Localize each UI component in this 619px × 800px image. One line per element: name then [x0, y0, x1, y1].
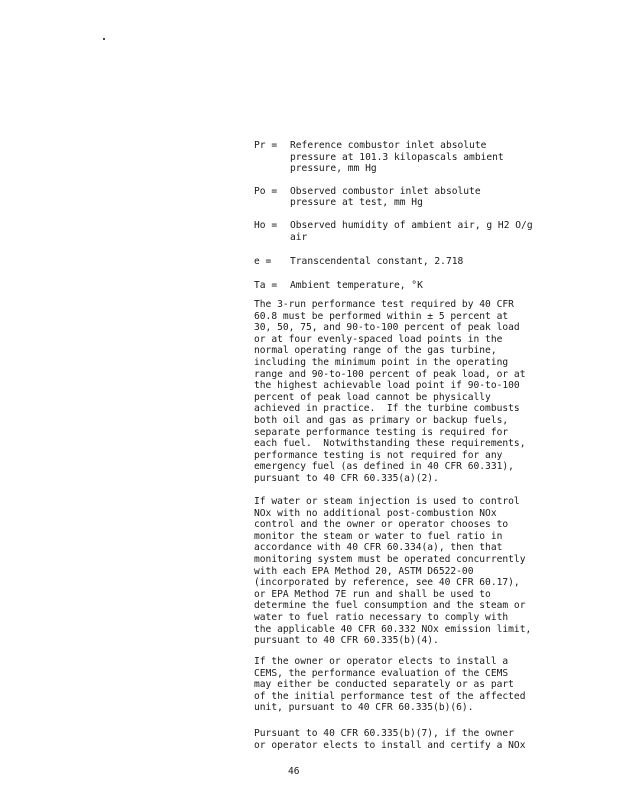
- definition-desc: Transcendental constant, 2.718: [290, 256, 464, 268]
- definition-term: Po =: [254, 185, 278, 197]
- definition-list: [254, 140, 554, 291]
- definition-term: Ta =: [254, 279, 278, 291]
- definition-row: [254, 220, 554, 243]
- page-number: 46: [288, 766, 300, 777]
- definition-term: Pr =: [254, 140, 278, 151]
- definition-row: [254, 280, 554, 292]
- definition-desc: Reference combustor inlet absolute pressure at 101.3 kilopascals ambient pressure, mm Hg: [290, 140, 504, 175]
- definition-desc: Observed humidity of ambient air, g H2 O/g air: [290, 219, 533, 243]
- definition-row: [254, 186, 554, 209]
- paragraph-nox-certify: Pursuant to 40 CFR 60.335(b)(7), if the owner or operator elects to install and certify a NOx: [254, 728, 526, 751]
- scan-speck: [103, 38, 105, 40]
- definition-desc: Observed combustor inlet absolute pressure at test, mm Hg: [290, 185, 481, 209]
- definition-row: [254, 140, 554, 175]
- definition-term: e =: [254, 256, 272, 268]
- definition-row: [254, 256, 554, 268]
- definition-desc: Ambient temperature, °K: [290, 279, 423, 291]
- definition-term: Ho =: [254, 219, 278, 231]
- paragraph-performance-test: The 3-run performance test required by 40 CFR 60.8 must be performed within ± 5 percent at 30, 50, 75, and 90-to-100 percent of peak load or at four evenly-spaced load points in the normal operating range of the gas turbine, including the minimum point in the operating range and 90-to-100 percent of peak load, or at the highest achievable load point if 90-to-100 percent of peak load cannot be physically achieved in practice. If the turbine combusts both oil and gas as primary or backup fuels, separate performance testing is required for each fuel. Notwithstanding these requirements, performance testing is not required for any emergency fuel (as defined in 40 CFR 60.331), pursuant to 40 CFR 60.335(a)(2).: [254, 299, 526, 484]
- paragraph-water-steam-injection: If water or steam injection is used to control NOx with no additional post-combustion NOx control and the owner or operator chooses to monitor the steam or water to fuel ratio in accordance with 40 CFR 60.334(a), then that monitoring system must be operated concurrently with each EPA Method 20, ASTM D6522-00 (incorporated by reference, see 40 CFR 60.17), or EPA Method 7E run and shall be used to determine the fuel consumption and the steam or water to fuel ratio necessary to comply with the applicable 40 CFR 60.332 NOx emission limit, pursuant to 40 CFR 60.335(b)(4).: [254, 496, 532, 647]
- paragraph-cems: If the owner or operator elects to install a CEMS, the performance evaluation of the CEMS may either be conducted separately or as part of the initial performance test of the affected unit, pursuant to 40 CFR 60.335(b)(6).: [254, 656, 526, 714]
